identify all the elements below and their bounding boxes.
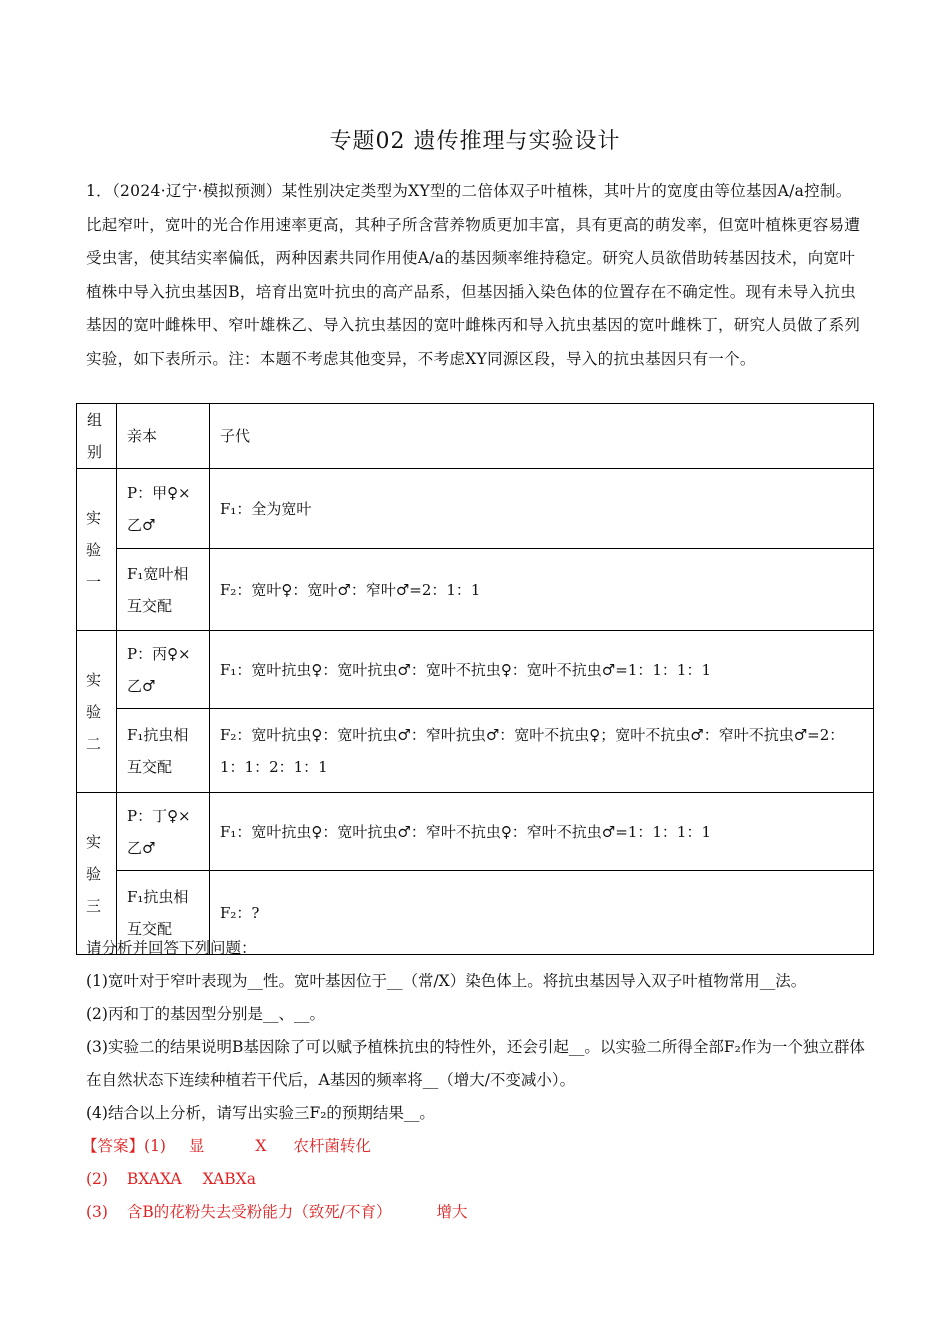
questions-and-answers (82, 932, 876, 1229)
answer-number: (3) (86, 1203, 108, 1221)
header-offspring: 子代 (210, 404, 874, 469)
answer-number: (2) (86, 1170, 108, 1188)
offspring-cell: F₁：宽叶抗虫♀：宽叶抗虫♂：窄叶不抗虫♀：窄叶不抗虫♂=1：1：1：1 (210, 793, 874, 871)
table-row (77, 549, 874, 631)
page-title: 专题02 遗传推理与实验设计 (329, 129, 621, 154)
table-row (77, 709, 874, 793)
header-parent: 亲本 (117, 404, 210, 469)
answer-line-2 (86, 1163, 876, 1196)
answer-part: 增大 (436, 1203, 468, 1221)
parent-cell: P：丁♀×乙♂ (117, 793, 210, 871)
subquestion-1: (1)宽叶对于窄叶表现为__性。宽叶基因位于__（常/X）染色体上。将抗虫基因导入双子叶植物常用__法。 (86, 972, 807, 990)
answer-part: 含B的花粉失去受粉能力（致死/不育） (126, 1203, 392, 1221)
question-source: （2024·辽宁·模拟预测） (111, 182, 282, 200)
answer-part: 农杆菌转化 (293, 1137, 371, 1155)
table-row (77, 631, 874, 709)
analysis-prompt: 请分析并回答下列问题： (86, 939, 257, 957)
parent-cell: F₁抗虫相互交配 (117, 871, 210, 955)
answer-part: BXAXA (126, 1170, 182, 1188)
table-header-row (77, 404, 874, 469)
parent-cell: F₁宽叶相互交配 (117, 549, 210, 631)
offspring-cell: F₂：宽叶♀：宽叶♂：窄叶♂=2：1：1 (210, 549, 874, 631)
question-number: 1． (86, 182, 112, 200)
question-stem: 某性别决定类型为XY型的二倍体双子叶植株，其叶片的宽度由等位基因A/a控制。比起窄叶，宽叶的光合作用速率更高，其种子所含营养物质更加丰富，具有更高的萌发率，但宽叶植株更容易遭受虫害，使其结实率偏低，两种因素共同作用使A/a的基因频率维持稳定。研究人员欲借助转基因技术，向宽叶植株中导入抗虫基因B，培育出宽叶抗虫的高产品系，但基因插入染色体的位置存在不确定性。现有未导入抗虫基因的宽叶雌株甲、窄叶雄株乙、导入抗虫基因的宽叶雌株丙和导入抗虫基因的宽叶雌株丁，研究人员做了系列实验，如下表所示。注：本题不考虑其他变异，不考虑XY同源区段，导入的抗虫基因只有一个。 (86, 182, 861, 368)
answer-label: 【答案】 (82, 1137, 145, 1155)
answer-part: XABXa (202, 1170, 256, 1188)
group-cell: 实验二 (77, 631, 117, 793)
table-row (77, 469, 874, 549)
parent-cell: F₁抗虫相互交配 (117, 709, 210, 793)
subquestion-3: (3)实验二的结果说明B基因除了可以赋予植株抗虫的特性外，还会引起__。以实验二所得全部F₂作为一个独立群体在自然状态下连续种植若干代后，A基因的频率将__（增大/不变减小）。 (86, 1038, 865, 1089)
offspring-cell: F₁：全为宽叶 (210, 469, 874, 549)
question-1 (86, 175, 866, 376)
parent-cell: P：甲♀×乙♂ (117, 469, 210, 549)
answer-line-3 (86, 1196, 876, 1229)
parent-cell: P：丙♀×乙♂ (117, 631, 210, 709)
subquestion-4: (4)结合以上分析，请写出实验三F₂的预期结果__。 (86, 1104, 435, 1122)
offspring-cell: F₂：? (210, 871, 874, 955)
subquestion-2: (2)丙和丁的基因型分别是__、__。 (86, 1005, 325, 1023)
group-cell: 实验三 (77, 793, 117, 955)
answer-part: X (255, 1137, 267, 1155)
header-group: 组别 (77, 404, 117, 469)
answer-line-1 (82, 1130, 876, 1163)
answer-number: (1) (144, 1137, 166, 1155)
offspring-cell: F₂：宽叶抗虫♀：宽叶抗虫♂：窄叶抗虫♂：宽叶不抗虫♀；宽叶不抗虫♂：窄叶不抗虫♂=2：1：1：2：1：1 (210, 709, 874, 793)
experiment-table (76, 403, 874, 955)
offspring-cell: F₁：宽叶抗虫♀：宽叶抗虫♂：宽叶不抗虫♀：宽叶不抗虫♂=1：1：1：1 (210, 631, 874, 709)
group-cell: 实验一 (77, 469, 117, 631)
answer-part: 显 (188, 1137, 205, 1155)
table-row (77, 793, 874, 871)
